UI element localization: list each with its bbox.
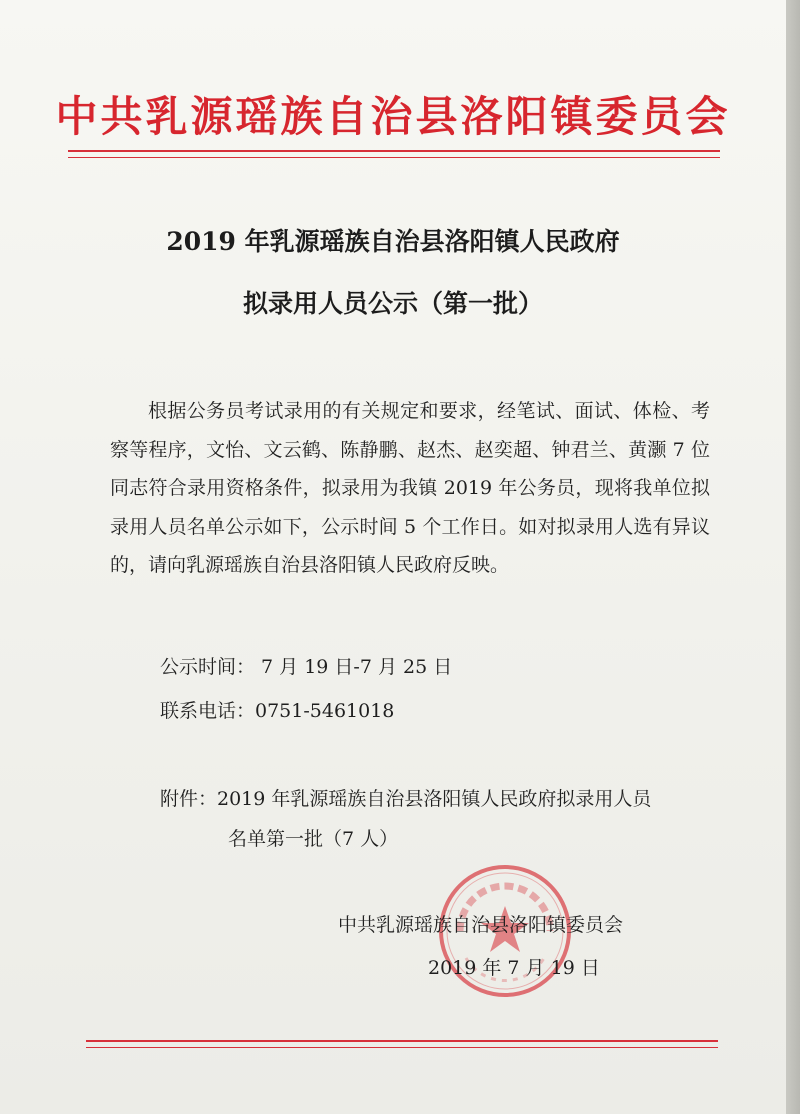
document-title-line-1: 2019 年乳源瑶族自治县洛阳镇人民政府 xyxy=(166,227,620,256)
red-header-title: 中共乳源瑶族自治县洛阳镇委员会 xyxy=(55,92,731,141)
background-edge xyxy=(786,0,800,1114)
red-header-rule xyxy=(68,150,720,152)
red-header-rule-thin xyxy=(68,157,720,158)
document-title-line-2: 拟录用人员公示（第一批） xyxy=(242,289,543,318)
attachment-line-2: 名单第一批（7 人） xyxy=(228,828,399,850)
publicity-time: 公示时间： 7 月 19 日-7 月 25 日 xyxy=(160,656,453,678)
bottom-rule xyxy=(86,1040,718,1042)
bottom-rule-thin xyxy=(86,1047,718,1048)
signing-date: 2019 年 7 月 19 日 xyxy=(428,957,600,979)
contact-phone: 联系电话：0751-5461018 xyxy=(160,700,395,722)
document-body-paragraph: 根据公务员考试录用的有关规定和要求，经笔试、面试、体检、考察等程序，文怡、文云鹤、陈静鹏、赵杰、赵奕超、钟君兰、黄灏 7 位同志符合录用资格条件，拟录用为我镇 2019 年公务员，现将我单位拟录用人员名单公示如下，公示时间 5 个工作日。如对拟录用人选有异议的，请向乳源瑶族自治县洛阳镇人民政府反映。 xyxy=(110,400,710,576)
signing-organization: 中共乳源瑶族自治县洛阳镇委员会 xyxy=(338,914,624,936)
attachment-line-1: 附件：2019 年乳源瑶族自治县洛阳镇人民政府拟录用人员 xyxy=(160,788,652,810)
